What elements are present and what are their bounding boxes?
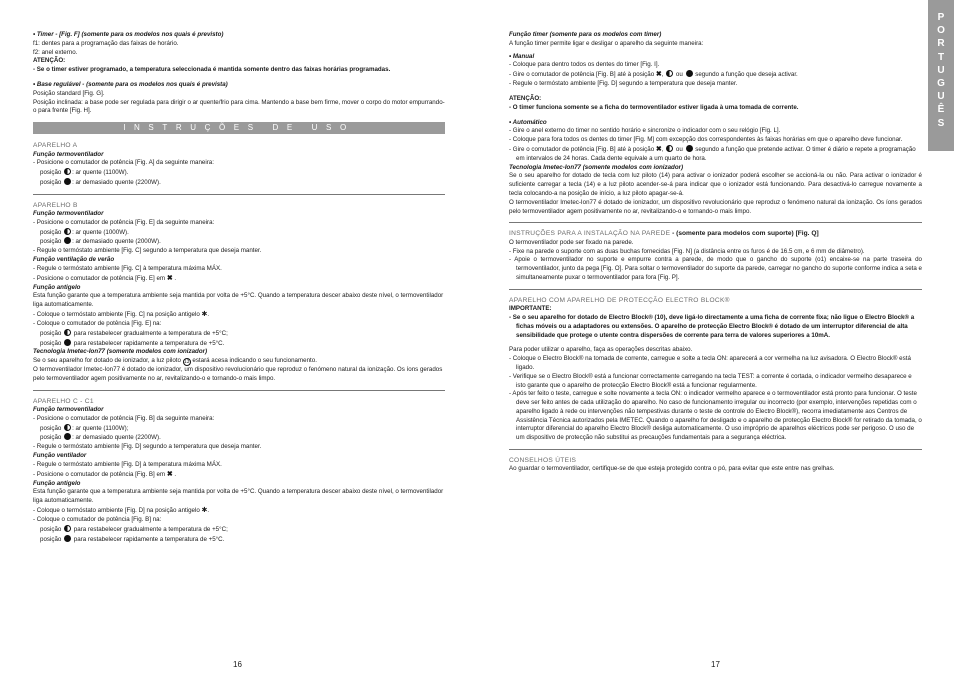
auto-step-2: - Coloque para fora todos os dentes do timer [Fig. M] com excepção dos correspondentes às faixas horárias em que o aparelho deve funcionar. — [509, 136, 903, 144]
manual-step-3: - Regule o termóstato ambiente [Fig. D] segundo a temperatura que deseja manter. — [509, 80, 738, 88]
apparatus-a-step: - Posicione o comutador de potência [Fig. A] da seguinte maneira: — [33, 159, 214, 167]
wall-install-heading — [509, 229, 922, 238]
antifreeze-c-position-1 — [33, 525, 445, 535]
position-1-text: : ar quente (1000W). — [72, 228, 129, 236]
fan-icon: ✖ — [655, 71, 662, 79]
side-tab-letter: P — [937, 12, 945, 23]
ionizer-text-1b: estará acesa indicando o seu funcionamento. — [192, 357, 317, 365]
apparatus-b-step: - Posicione o comutador de potência [Fig. E] da seguinte maneira: — [33, 218, 215, 226]
apparatus-c-position-2 — [33, 433, 445, 443]
position-word: posição — [40, 525, 62, 533]
right-attention-label: ATENÇÃO: — [509, 94, 542, 102]
side-tab-letter: O — [937, 25, 945, 37]
manual-title: • Manual — [509, 52, 535, 60]
antifreeze-position-2-text: para restabelecer rapidamente a temperatura de +5°C. — [73, 339, 225, 347]
fan-icon: ✖ — [166, 470, 173, 478]
summer-vent-title: Função ventilação de verão — [33, 256, 115, 264]
antifreeze-c-position-2-text: para restabelecer rapidamente a temperatura de +5°C. — [73, 535, 225, 543]
full-circle-icon — [64, 433, 71, 440]
timer-title: • Timer - [Fig. F] (somente para os modelos nos quais é previsto) — [33, 31, 224, 38]
manual-step-2b: segundo a função que deseja activar. — [695, 71, 798, 79]
half-circle-icon — [64, 168, 71, 175]
position-word: posição — [40, 228, 62, 236]
position-2-text: : ar demasiado quente (2000W). — [72, 238, 161, 246]
manual-step-2: - Gire o comutador de potência [Fig. B] até à posição ✖, ou segundo a função que deseja activar. — [509, 71, 798, 79]
full-circle-icon — [64, 178, 71, 185]
manual-step-1: - Coloque para dentro todos os dentes do timer [Fig. I]. — [509, 61, 660, 69]
antifreeze-c-text: Esta função garante que a temperatura ambiente seja mantida por volta de +5°C. Quando a temperatura descer abaixo deste nível, o termoventilador liga automaticamente. — [33, 488, 444, 505]
wall-install-heading-note: - (somente para modelos com suporte) [Fig. Q] — [670, 230, 819, 238]
antifreeze-c-position-1-text: para restabelecer gradualmente a temperatura de +5°C; — [73, 525, 228, 533]
antifreeze-text: Esta função garante que a temperatura ambiente seja mantida por volta de +5°C. Quando a temperatura descer abaixo deste nível, o termoventilador liga automaticamente. — [33, 292, 444, 309]
side-tab-letter: R — [937, 38, 945, 50]
fan-icon: ✖ — [166, 274, 173, 282]
right-attention-text: - O timer funciona somente se a ficha do termoventilador estiver ligada à uma tomada de corrente. — [509, 103, 799, 111]
fan-function-step-2-text: - Posicione o comutador de potência [Fig. B] em — [33, 470, 166, 478]
antifreeze-position-1 — [33, 329, 445, 339]
wall-install-heading-main: INSTRUÇÕES PARA A INSTALAÇÃO NA PAREDE — [509, 230, 671, 238]
position-word: posição — [40, 424, 62, 432]
antifreeze-position-1-text: para restabelecer gradualmente a temperatura de +5°C; — [73, 329, 228, 337]
half-circle-icon — [666, 145, 673, 152]
position-word: posição — [40, 329, 62, 337]
apparatus-c-heading: APARELHO C - C1 — [33, 397, 94, 405]
antifreeze-c-title: Função antigelo — [33, 479, 81, 487]
half-circle-icon — [64, 329, 71, 336]
ionizer-text-2: O termoventilador Imetec-Ion77 é dotado de ionizador, um dispositivo revolucionário que reproduz o fenómeno natural da ionização. Os íons gerados pelo termoventilador agem positivamente no ar, revitalizando-o e tornando-o mais limpo. — [33, 366, 443, 382]
attention-text: - Se o timer estiver programado, a temperatura seleccionada é mantida somente dentro das faixas horárias programadas. — [33, 66, 391, 74]
antifreeze-c-step-1: - Coloque o termóstato ambiente [Fig. D] na posição antigelo ✱. — [33, 506, 210, 514]
electro-block-heading: APARELHO COM APARELHO DE PROTECÇÃO ELECTRO BLOCK® — [509, 296, 730, 304]
fan-function-step-1: - Regule o termóstato ambiente [Fig. D] à temperatura máxima MÁX. — [33, 460, 222, 468]
half-circle-icon — [64, 228, 71, 235]
side-tab-letter: G — [937, 78, 945, 90]
apparatus-b-subtitle: Função termoventilador — [33, 210, 104, 218]
position-1-text: : ar quente (1100W); — [72, 424, 129, 432]
right-ionizer-title: Tecnologia Imetec-Ion77 (somente modelos com ionizador) — [509, 163, 684, 171]
antifreeze-c-position-2 — [33, 535, 445, 545]
snowflake-icon: ✱ — [201, 506, 208, 514]
timer-f1: f1: dentes para a programação das faixas de horário. — [33, 39, 179, 47]
timer-intro: A função timer permite ligar e desligar o aparelho da seguinte maneira: — [509, 39, 704, 47]
position-word: posição — [40, 434, 62, 442]
apparatus-b-heading: APARELHO B — [33, 201, 78, 209]
side-tab-letter: Ê — [937, 104, 945, 116]
useful-tips-heading: CONSELHOS ÚTEIS — [509, 457, 577, 465]
auto-step-1: - Gire o anel externo do timer no sentido horário e sincronize o indicador com o seu relógio [Fig. L]. — [509, 127, 781, 135]
apparatus-c-step: - Posicione o comutador de potência [Fig. B] da seguinte maneira: — [33, 414, 215, 422]
electro-block-important-text: - Se o seu aparelho for dotado de Electro Block® (10), deve ligá-lo directamente a uma ficha de corrente fixa; não ligue o Electro Block® a fichas móveis ou a adaptadores ou extensões. O aparelho de protecção Electro Block® é dotado de um interruptor diferencial de alta sensibilidade que protege o utente contra dispersões de corrente para terra de valores superiores a 10mA. — [509, 313, 915, 339]
apparatus-b-position-1 — [33, 228, 445, 238]
position-word: posição — [40, 178, 62, 186]
full-circle-icon — [686, 70, 693, 77]
full-circle-icon — [64, 535, 71, 542]
half-circle-icon — [666, 70, 673, 77]
side-tab-letter: T — [937, 51, 945, 63]
side-tab-letter: S — [937, 117, 945, 129]
wall-install-step-2: - Apoie o termoventilador no suporte e empurre contra a parede, de modo que o gancho do suporte (o1) encaixe-se na parte traseira do termoventilador, junto da pega [Fig. O]. Para soltar o termoventilador do suporte da parede, carregar no gancho do suporte conforme indica a seta e simultaneamente puxar o termoventilador para fora [Fig. P]. — [509, 256, 922, 281]
side-tab-letter: U — [937, 91, 945, 103]
section-bar-instructions: INSTRUÇÕES DE USO — [33, 122, 445, 134]
electro-block-step-2: - Verifique se o Electro Block® está a funcionar correctamente carregando na tecla TEST: a corrente é cortada, o indicador vermelho desaparece e isto garante que o aparelho de protecção Electro Block® está a funcionar regularmente. — [509, 372, 912, 389]
position-1-text: : ar quente (1100W). — [72, 169, 129, 177]
antifreeze-c-step-1-text: - Coloque o termóstato ambiente [Fig. D] na posição antigelo — [33, 506, 200, 514]
auto-step-3a: - Gire o comutador de potência [Fig. B] até à posição — [509, 145, 655, 153]
automatic-title: • Automático — [509, 118, 547, 126]
electro-block-step-1: - Coloque o Electro Block® na tomada de corrente, carregue e solte a tecla ON: aparecerá a cor vermelha na luz avisadora. O Electro Block® está ligado. — [509, 355, 911, 371]
position-word: posição — [40, 339, 62, 347]
apparatus-a-heading: APARELHO A — [33, 142, 78, 150]
manual-step-2a: - Gire o comutador de potência [Fig. B] até à posição — [509, 71, 655, 79]
fan-icon: ✖ — [655, 145, 662, 153]
left-page-column — [33, 31, 445, 544]
position-2-text: : ar demasiado quente (2200W). — [72, 434, 161, 442]
position-2-text: : ar demasiado quente (2200W). — [72, 178, 161, 186]
language-side-tab — [928, 0, 954, 151]
half-circle-icon — [64, 424, 71, 431]
wall-install-step-1: - Fixe na parede o suporte com as duas buchas fornecidas [Fig. N] (a distância entre os furos é de 16.5 cm, e 6 mm de diâmetro). — [509, 247, 865, 255]
antifreeze-step-1-text: - Coloque o termóstato ambiente [Fig. C] na posição antigelo — [33, 310, 200, 318]
ionizer-title: Tecnologia Imetec-Ion77 (somente modelos com ionizador) — [33, 348, 208, 356]
base-inclined: Posição inclinada: a base pode ser regulada para dirigir o ar quente/frio para cima. Mantendo a base bem firme, mover o corpo do motor empurrando-o para frente [Fig. H]. — [33, 98, 445, 115]
apparatus-c-thermostat: - Regule o termóstato ambiente [Fig. D] segundo a temperatura que deseja manter. — [33, 443, 262, 451]
full-circle-icon — [64, 237, 71, 244]
base-title: • Base regulável - (somente para os modelos nos quais é prevista) — [33, 80, 228, 88]
antifreeze-step-2: - Coloque o comutador de potência [Fig. E] na: — [33, 319, 162, 327]
wall-install-intro: O termoventilador pode ser fixado na parede. — [509, 238, 634, 246]
fan-function-step-2: - Posicione o comutador de potência [Fig. B] em ✖ . — [33, 470, 177, 478]
full-circle-icon — [686, 145, 693, 152]
apparatus-a-subtitle: Função termoventilador — [33, 150, 104, 158]
apparatus-b-position-2 — [33, 237, 445, 247]
timer-function-title: Função timer (somente para os modelos com timer) — [509, 31, 662, 38]
number-13-icon: 13 — [183, 359, 190, 366]
antifreeze-step-1: - Coloque o termóstato ambiente [Fig. C] na posição antigelo ✱. — [33, 310, 210, 318]
half-circle-icon — [64, 525, 71, 532]
snowflake-icon: ✱ — [201, 310, 208, 318]
position-word: posição — [40, 238, 62, 246]
summer-vent-step-2-text: - Posicione o comutador de potência [Fig. E] em — [33, 274, 166, 282]
summer-vent-step-2: - Posicione o comutador de potência [Fig. E] em ✖ . — [33, 274, 177, 282]
apparatus-a-position-2 — [33, 178, 445, 188]
apparatus-b-thermostat: - Regule o termóstato ambiente [Fig. C] segundo a temperatura que deseja manter. — [33, 247, 262, 255]
position-word: posição — [40, 535, 62, 543]
antifreeze-title: Função antigelo — [33, 283, 81, 291]
right-ionizer-text-1: Se o seu aparelho for dotado de tecla com luz piloto (14) para activar o ionizador poderá escolher se accioná-la ou não. Para activar o ionizador é suficiente carregar a tecla (14) e a luz piloto acender-se-á para indicar que o ionizador está funcionando. Para desactivá-lo carregue novamente a tecla colocando-a na posição de início, a luz piloto apagar-se-á. — [509, 172, 922, 198]
useful-tips-text: Ao guardar o termoventilador, certifique-se de que esteja protegido contra o pó, para evitar que este entre nas grelhas. — [509, 465, 835, 473]
electro-block-use-intro: Para poder utilizar o aparelho, faça as operações descritas abaixo. — [509, 346, 693, 354]
summer-vent-step-1: - Regule o termóstato ambiente [Fig. C] à temperatura máxima MÁX. — [33, 264, 222, 272]
page-number-right: 17 — [711, 660, 720, 669]
fan-function-title: Função ventilador — [33, 452, 87, 460]
full-circle-icon — [64, 339, 71, 346]
base-standard: Posição standard [Fig. G]. — [33, 89, 105, 97]
important-label: IMPORTANTE: — [509, 305, 552, 313]
timer-f2: f2: anel externo. — [33, 48, 78, 56]
side-tab-letter: U — [937, 64, 945, 76]
apparatus-c-subtitle: Função termoventilador — [33, 406, 104, 414]
auto-step-3: - Gire o comutador de potência [Fig. B] até à posição ✖, ou segundo a função que pretende activar. O timer é diário e repete a programação em intervalos de 24 horas. Cada dente equivale a um quarto de hora. — [509, 145, 916, 162]
right-ionizer-text-2: O termoventilador Imetec-Ion77 é dotado de ionizador, um dispositivo revolucionário que reproduz o fenómeno natural da ionização. Os íons gerados pelo termoventilador agem positivamente no ar, revitalizando-o e tornando-o mais limpo. — [509, 198, 922, 215]
ionizer-text-1 — [33, 357, 445, 366]
page-number-left: 16 — [233, 660, 242, 669]
electro-block-step-3: - Após ter feito o teste, carregue e solte novamente a tecla ON: o indicador vermelho aparece e o termoventilador está pronto para funcionar. O teste deve ser feito antes de cada utilização do aparelho. No caso de funcionamento irregular ou incorrecto (por exemplo, intervenções repetidas com o aparelho ligado à rede ou intervenções não tempestivas durante o teste de controle do Electro Block®), recorra imediatamente aos Centros de Assistência Técnica autorizados pela IMETEC. Quando o aparelho for desligado e o aparelho de protecção Electro Block® for retirado da tomada, o interruptor diferencial do aparelho Electro Block® desliga automaticamente. O uso impróprio de aparelhos eléctricos pode ser perigoso. O uso de um dispositivo de protecção não substitui as precauções fundamentais para a segurança eléctrica. — [509, 390, 922, 442]
right-page-column — [509, 31, 922, 474]
apparatus-c-position-1 — [33, 424, 445, 434]
apparatus-a-position-1 — [33, 168, 445, 178]
auto-step-3b: segundo a função que pretende activar. O timer é diário e repete a programação em intervalos de 24 horas. Cada dente equivale a um quarto de hora. — [516, 145, 916, 162]
ionizer-text-1a: Se o seu aparelho for dotado de ionizador, a luz piloto — [33, 357, 181, 365]
antifreeze-c-step-2: - Coloque o comutador de potência [Fig. B] na: — [33, 515, 162, 523]
attention-label: ATENÇÃO: — [33, 57, 66, 65]
position-word: posição — [40, 169, 62, 177]
antifreeze-position-2 — [33, 339, 445, 349]
